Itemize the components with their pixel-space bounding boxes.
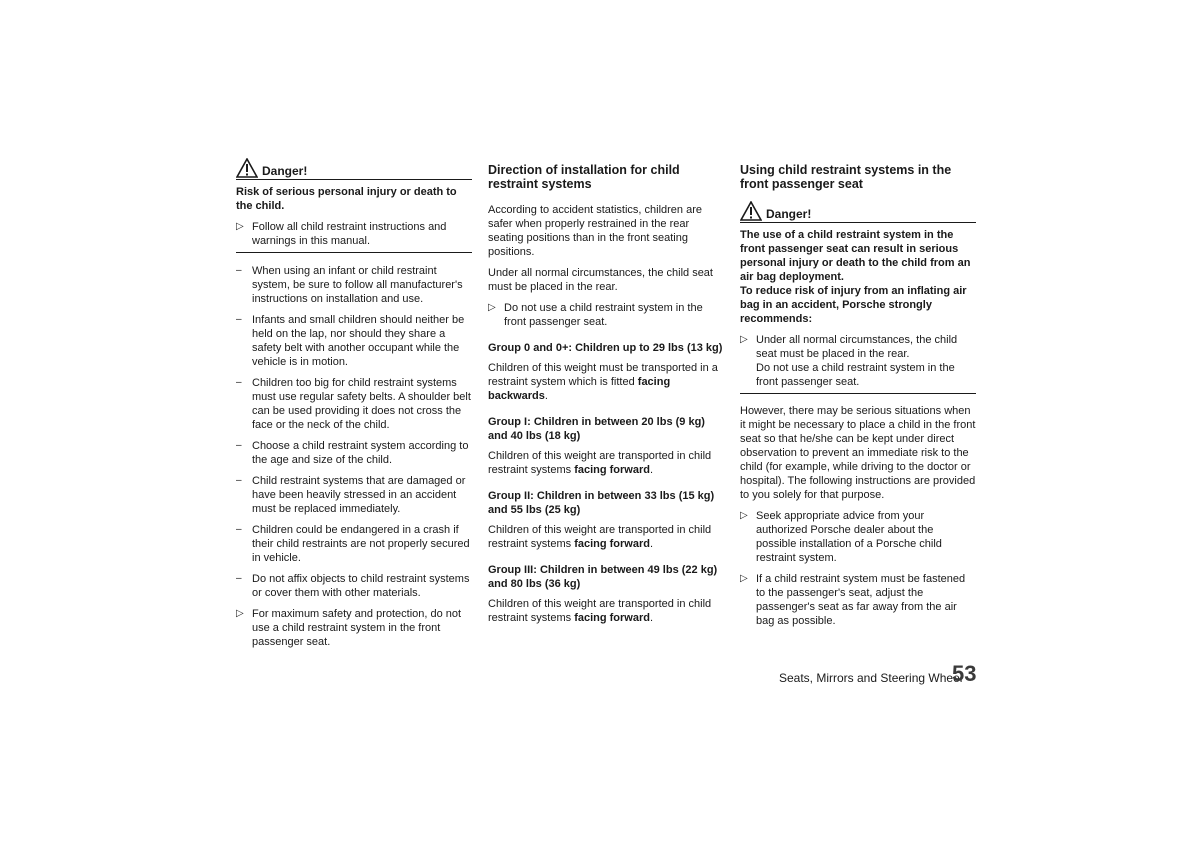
group-title: Group 0 and 0+: Children up to 29 lbs (13 kg) xyxy=(488,342,723,354)
warning-triangle-icon xyxy=(236,158,258,178)
group-text-end: . xyxy=(649,612,654,624)
dash-bullet: – xyxy=(236,475,242,486)
warning-bullet-item xyxy=(236,220,472,248)
column-left xyxy=(236,156,472,649)
group-text-emphasis: facing forward xyxy=(574,538,650,550)
list-item xyxy=(236,376,472,432)
group-title: Group III: Children in between 49 lbs (22 kg) and 80 lbs (36 kg) xyxy=(488,564,718,590)
danger-header xyxy=(740,199,976,223)
section-heading: Direction of installation for child restraint systems xyxy=(488,163,680,191)
paragraph: According to accident statistics, children are safer when properly restrained in the rear seating positions than in the front seating positions. xyxy=(488,204,702,258)
arrow-bullet-icon: ▷ xyxy=(740,334,748,345)
group-text-body: Children of this weight are transported in child restraint systems xyxy=(488,598,712,624)
group-text-body: Children of this weight must be transported in a restraint system which is fitted xyxy=(488,362,718,388)
group-text-emphasis: facing forward xyxy=(574,464,650,476)
list-item xyxy=(236,264,472,306)
warning-bullet-text: Do not use a child restraint system in the front passenger seat. xyxy=(756,362,955,388)
list-item xyxy=(236,572,472,600)
divider xyxy=(236,252,472,253)
footer-section-title: Seats, Mirrors and Steering Wheel xyxy=(779,671,963,685)
danger-warning-text: Risk of serious personal injury or death to the child. xyxy=(236,186,457,212)
list-item xyxy=(236,313,472,369)
list-item xyxy=(488,301,724,329)
paragraph: Under all normal circumstances, the child seat must be placed in the rear. xyxy=(488,267,713,293)
list-item-text: For maximum safety and protection, do not use a child restraint system in the front passenger seat. xyxy=(252,608,462,648)
list-item xyxy=(236,523,472,565)
warning-triangle-icon xyxy=(740,201,762,221)
dash-bullet: – xyxy=(236,524,242,535)
warning-bullet-text: Follow all child restraint instructions and warnings in this manual. xyxy=(252,221,447,247)
group-text-emphasis: facing forward xyxy=(574,612,650,624)
warning-bullet-item xyxy=(740,333,976,389)
group-text xyxy=(488,361,724,403)
group-text xyxy=(488,449,724,477)
group-text xyxy=(488,597,724,625)
list-item xyxy=(236,607,472,649)
paragraph: However, there may be serious situations when it might be necessary to place a child in the front seat so that he/she can be kept under direct observation to prevent an immediate risk to the child (for example, while driving to the doctor or hospital). The following instructions are provided to you solely for that purpose. xyxy=(740,405,976,501)
danger-label: Danger! xyxy=(766,207,812,221)
danger-warning-text: The use of a child restraint system in the front passenger seat can result in serious personal injury or death to the child from an air bag deployment. xyxy=(740,229,971,283)
group-text-body: Children of this weight are transported in child restraint systems xyxy=(488,450,712,476)
group-text xyxy=(488,523,724,551)
column-right xyxy=(740,163,976,628)
danger-header xyxy=(236,156,472,180)
arrow-bullet-icon: ▷ xyxy=(236,221,244,232)
list-item-text: Child restraint systems that are damaged or have been heavily stressed in an accident must be replaced immediately. xyxy=(252,475,466,515)
dash-bullet: – xyxy=(236,377,242,388)
arrow-bullet-icon: ▷ xyxy=(236,608,244,619)
divider xyxy=(740,393,976,394)
arrow-bullet-icon: ▷ xyxy=(740,573,748,584)
arrow-bullet-icon: ▷ xyxy=(488,302,496,313)
dash-bullet: – xyxy=(236,440,242,451)
list-item xyxy=(740,572,976,628)
list-item xyxy=(236,439,472,467)
list-item xyxy=(740,509,976,565)
group-text-body: Children of this weight are transported in child restraint systems xyxy=(488,524,712,550)
danger-warning-text: To reduce risk of injury from an inflating air bag in an accident, Porsche strongly recommends: xyxy=(740,285,967,325)
page-number: 53 xyxy=(952,661,977,686)
group-text-end: . xyxy=(544,390,548,402)
list-item-text: When using an infant or child restraint system, be sure to follow all manufacturer's instructions on installation and use. xyxy=(252,265,463,305)
list-item-text: Seek appropriate advice from your authorized Porsche dealer about the possible installation of a Porsche child restraint system. xyxy=(756,510,942,564)
list-item-text: Do not affix objects to child restraint systems or cover them with other materials. xyxy=(252,573,470,599)
group-text-end: . xyxy=(649,464,654,476)
list-item-text: Do not use a child restraint system in the front passenger seat. xyxy=(504,302,703,328)
list-item-text: Choose a child restraint system according to the age and size of the child. xyxy=(252,440,469,466)
list-item-text: Children could be endangered in a crash if their child restraints are not properly secured in vehicle. xyxy=(252,524,470,564)
group-text-end: . xyxy=(649,538,654,550)
dash-bullet: – xyxy=(236,314,242,325)
column-middle xyxy=(488,163,724,625)
danger-label: Danger! xyxy=(262,164,308,178)
group-title: Group II: Children in between 33 lbs (15 kg) and 55 lbs (25 kg) xyxy=(488,490,715,516)
section-heading: Using child restraint systems in the front passenger seat xyxy=(740,163,952,191)
group-title: Group I: Children in between 20 lbs (9 kg) and 40 lbs (18 kg) xyxy=(488,416,705,442)
list-item-text: Infants and small children should neither be held on the lap, nor should they share a safety belt with another occupant while the vehicle is in motion. xyxy=(252,314,465,368)
list-item-text: If a child restraint system must be fastened to the passenger's seat, adjust the passenger's seat as far away from the air bag as possible. xyxy=(756,573,966,627)
list-item-text: Children too big for child restraint systems must use regular safety belts. A shoulder belt can be used providing it does not cross the face or the neck of the child. xyxy=(252,377,471,431)
dash-bullet: – xyxy=(236,573,242,584)
list-item xyxy=(236,474,472,516)
warning-bullet-text: Under all normal circumstances, the child seat must be placed in the rear. xyxy=(756,334,958,360)
group-text-emphasis: facing backwards xyxy=(488,376,671,402)
arrow-bullet-icon: ▷ xyxy=(740,510,748,521)
dash-bullet: – xyxy=(236,265,242,276)
